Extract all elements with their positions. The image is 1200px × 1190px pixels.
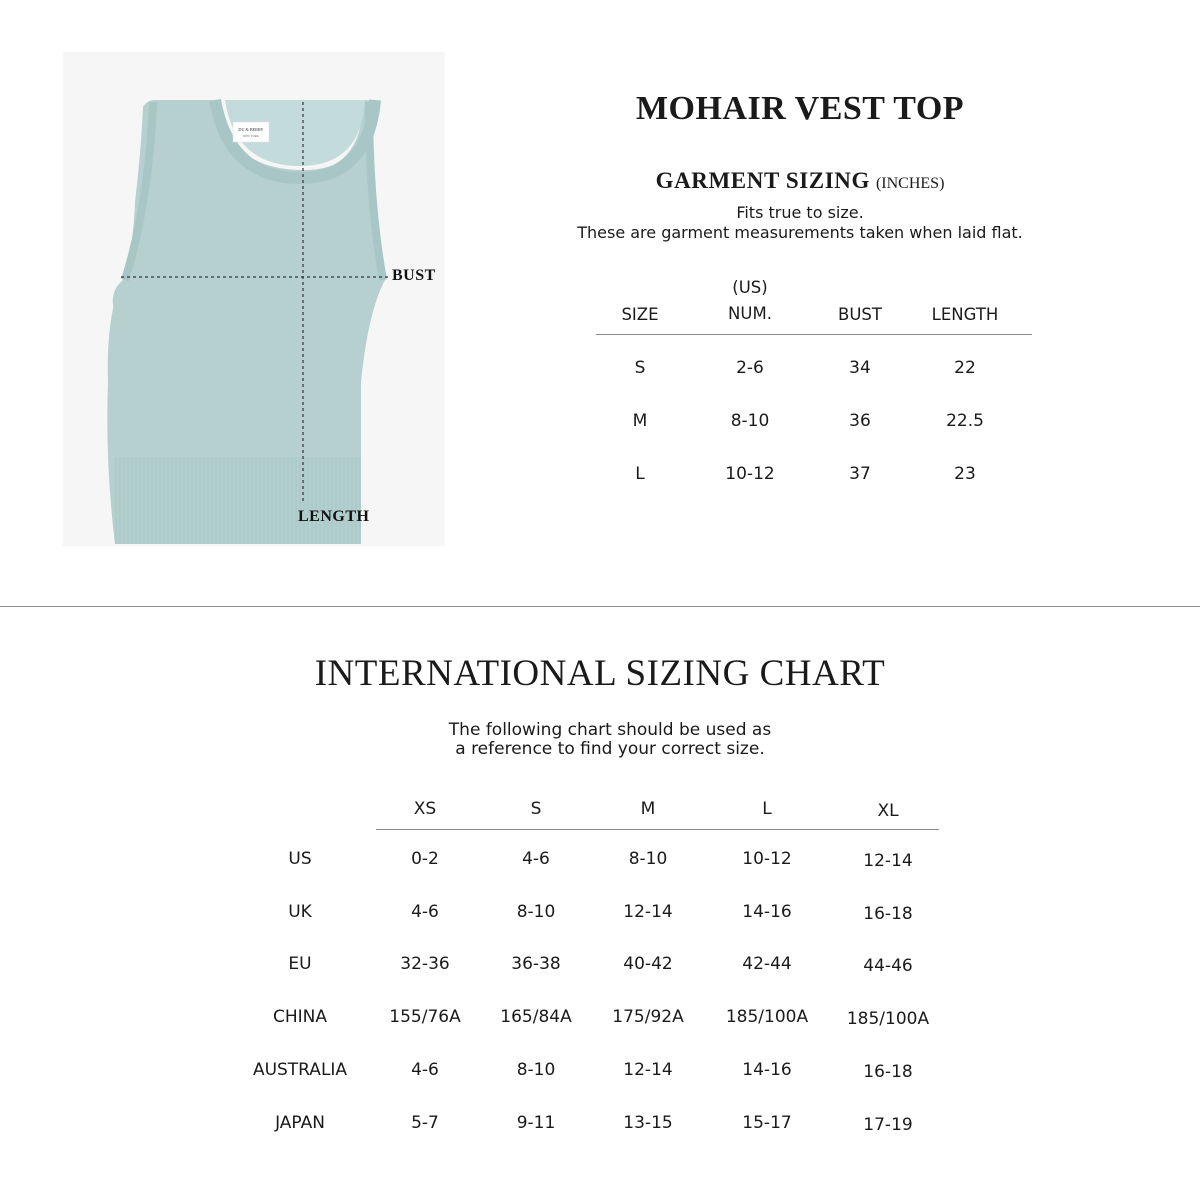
- size-cell: 12-14: [623, 901, 673, 922]
- size-header-xs: XS: [413, 799, 437, 819]
- cell-bust: 36: [849, 411, 871, 431]
- size-cell: 15-17: [742, 1112, 792, 1133]
- header-rule: [376, 829, 939, 830]
- size-cell: 4-6: [411, 1059, 439, 1080]
- cell-us-num: 2-6: [736, 358, 764, 378]
- size-cell: 10-12: [742, 849, 792, 869]
- cell-us-num: 10-12: [725, 464, 775, 484]
- garment-note-measurements: These are garment measurements taken when laid flat.: [577, 223, 1023, 242]
- garment-sizing-table: [596, 276, 1032, 517]
- region-label: EU: [288, 954, 312, 975]
- international-sizing-table: [230, 796, 950, 1135]
- size-header-s: S: [530, 799, 542, 819]
- vest-illustration: [63, 52, 445, 546]
- table-row-uk: [230, 902, 950, 932]
- column-header-us-label: (US): [732, 278, 768, 297]
- cell-size: L: [635, 464, 645, 484]
- cell-size: M: [632, 411, 648, 431]
- size-cell: 14-16: [742, 901, 792, 922]
- size-cell: 8-10: [628, 849, 668, 869]
- region-label: CHINA: [272, 1007, 327, 1028]
- size-cell: 40-42: [623, 954, 673, 975]
- size-cell: 4-6: [411, 901, 439, 922]
- size-cell: 5-7: [411, 1112, 439, 1133]
- size-cell: 36-38: [511, 954, 561, 975]
- bust-measure-label: BUST: [392, 267, 436, 284]
- size-cell: 185/100A: [725, 1007, 809, 1028]
- svg-text:DU & BERRY: DU & BERRY: [238, 127, 264, 132]
- cell-bust: 37: [849, 464, 871, 484]
- international-note-line-1: The following chart should be used as: [448, 720, 772, 740]
- table-row-japan: [230, 1113, 950, 1143]
- garment-table-header: [596, 276, 1032, 335]
- size-cell: 32-36: [400, 954, 450, 975]
- cell-size: S: [634, 358, 646, 378]
- international-chart-title: INTERNATIONAL SIZING CHART: [314, 653, 886, 694]
- size-cell: 12-14: [623, 1059, 673, 1080]
- size-cell: 14-16: [742, 1059, 792, 1080]
- column-header-length: LENGTH: [931, 305, 999, 324]
- size-cell: 13-15: [623, 1112, 673, 1133]
- hem-rib: [115, 457, 361, 544]
- cell-length: 23: [954, 464, 976, 484]
- region-label: JAPAN: [275, 1112, 325, 1133]
- table-row-us: [230, 849, 950, 879]
- length-measure-label: LENGTH: [298, 508, 370, 525]
- size-cell: 16-18: [863, 1061, 913, 1082]
- size-cell: 44-46: [863, 956, 913, 977]
- size-header-m: M: [640, 799, 656, 819]
- cell-bust: 34: [849, 358, 871, 378]
- section-divider: [0, 606, 1200, 607]
- region-label: US: [288, 849, 312, 869]
- table-row-china: [230, 1007, 950, 1037]
- table-row-eu: [230, 954, 950, 984]
- size-cell: 175/92A: [612, 1007, 684, 1028]
- table-row: [596, 464, 1032, 517]
- cell-us-num: 8-10: [730, 411, 770, 431]
- product-image-panel: [63, 52, 445, 546]
- table-row: [596, 358, 1032, 411]
- size-cell: 8-10: [516, 901, 556, 922]
- size-header-l: L: [762, 799, 772, 819]
- size-cell: 155/76A: [389, 1007, 461, 1028]
- garment-sizing-unit: (INCHES): [875, 175, 945, 192]
- size-cell: 165/84A: [500, 1007, 572, 1028]
- size-cell: 17-19: [863, 1114, 913, 1135]
- size-cell: 16-18: [863, 903, 913, 924]
- column-header-bust: BUST: [838, 305, 882, 324]
- international-table-header: [230, 796, 950, 829]
- region-label: UK: [288, 901, 312, 922]
- size-cell: 8-10: [516, 1059, 556, 1080]
- brand-tag: [233, 122, 269, 142]
- table-row-australia: [230, 1060, 950, 1090]
- product-title: MOHAIR VEST TOP: [635, 90, 965, 127]
- size-cell: 12-14: [863, 851, 913, 871]
- international-note-line-2: a reference to find your correct size.: [455, 739, 765, 759]
- garment-sizing-heading: [560, 168, 1040, 194]
- column-header-num: NUM.: [728, 304, 772, 323]
- garment-note-fit: Fits true to size.: [736, 203, 864, 222]
- garment-sizing-title: GARMENT SIZING: [655, 168, 870, 193]
- size-cell: 9-11: [516, 1112, 556, 1133]
- size-cell: 185/100A: [846, 1009, 930, 1030]
- table-row: [596, 411, 1032, 464]
- size-cell: 42-44: [742, 954, 792, 975]
- size-cell: 4-6: [522, 849, 550, 869]
- size-cell: 0-2: [411, 849, 439, 869]
- svg-text:NEW YORK: NEW YORK: [243, 134, 259, 138]
- size-header-xl: XL: [877, 801, 899, 821]
- column-header-size: SIZE: [621, 305, 659, 324]
- cell-length: 22.5: [946, 411, 984, 431]
- cell-length: 22: [954, 358, 976, 378]
- region-label: AUSTRALIA: [252, 1059, 348, 1080]
